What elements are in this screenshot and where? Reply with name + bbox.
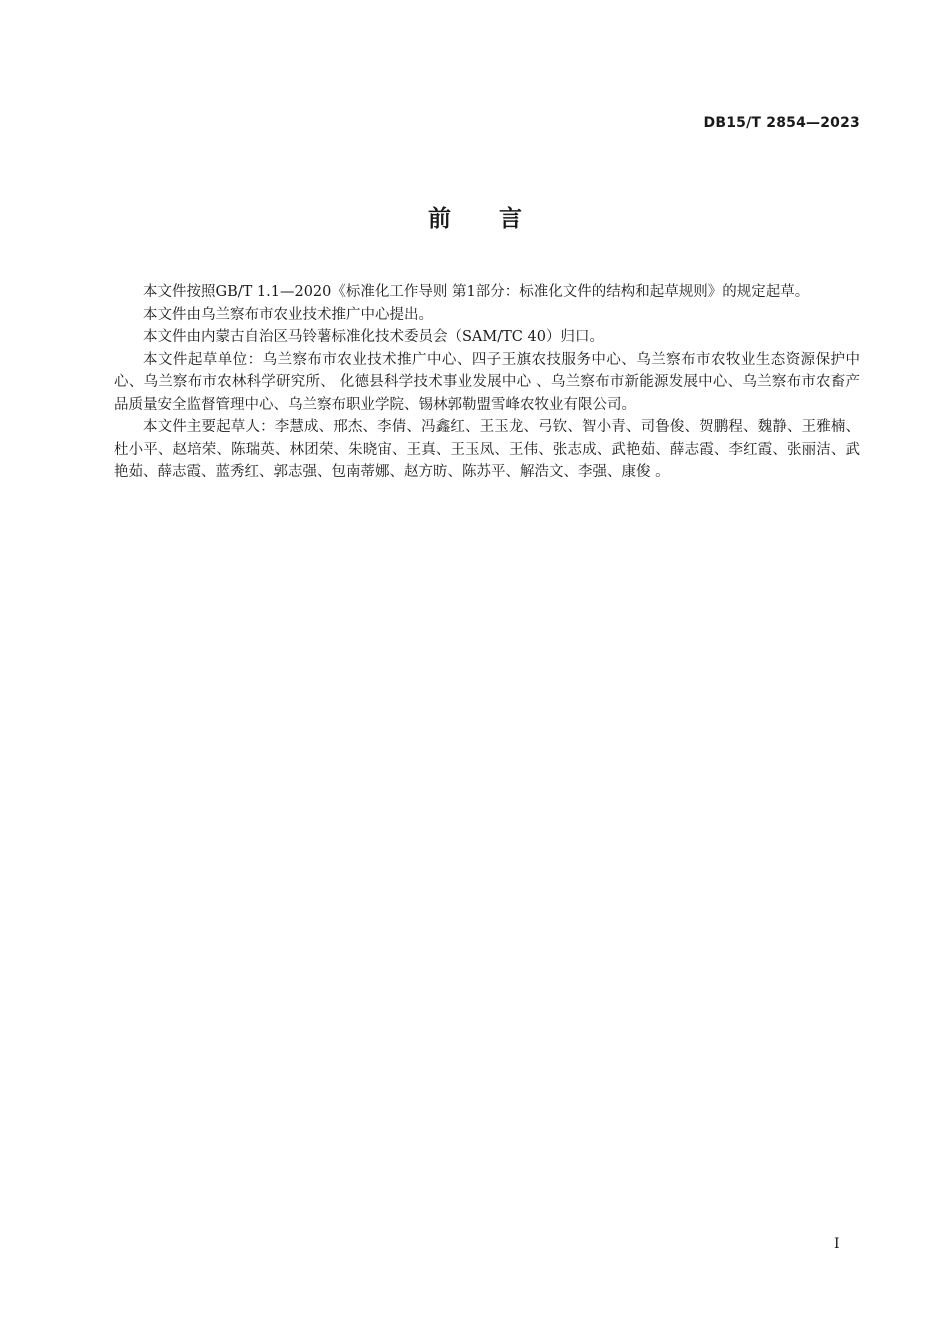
preface-body: [114, 281, 860, 484]
paragraph-drafters: 本文件主要起草人：李慧成、邢杰、李倩、冯鑫红、王玉龙、弓钦、智小青、司鲁俊、贺鹏程、魏静、王雅楠、杜小平、赵培荣、陈瑞英、林团荣、朱晓宙、王真、王玉凤、王伟、张志成、武艳茹、薛志霞、李红霞、张丽洁、武艳茹、薛志霞、蓝秀红、郭志强、包南蒂娜、赵方昉、陈苏平、解浩文、李强、康俊 。: [114, 419, 860, 480]
page-number: I: [834, 1236, 840, 1252]
document-code: DB15/T 2854—2023: [703, 115, 860, 131]
paragraph-committee: 本文件由内蒙古自治区马铃薯标准化技术委员会（SAM/TC 40）归口。: [143, 329, 604, 345]
paragraph-proposer: 本文件由乌兰察布市农业技术推广中心提出。: [143, 306, 433, 323]
paragraph-drafting-units: 本文件起草单位：乌兰察布市农业技术推广中心、四子王旗农技服务中心、乌兰察布市农牧业生态资源保护中心、乌兰察布市农林科学研究所、 化德县科学技术事业发展中心 、乌兰察布市新能源发展中心、乌兰察布市农畜产品质量安全监督管理中心、乌兰察布职业学院、锡林郭勒盟雪峰农牧业有限公司。: [114, 351, 860, 413]
paragraph-drafting-rules: 本文件按照GB/T 1.1—2020《标准化工作导则 第1部分：标准化文件的结构和起草规则》的规定起草。: [143, 284, 810, 300]
page-title: 前言: [428, 206, 570, 232]
